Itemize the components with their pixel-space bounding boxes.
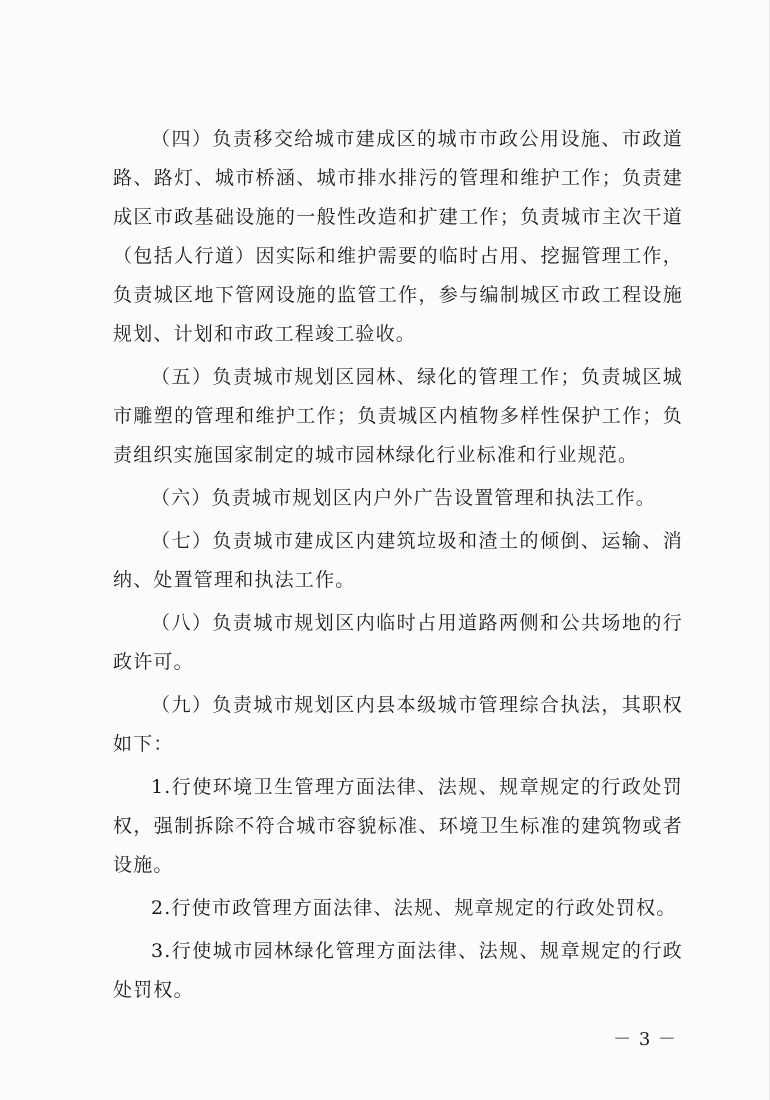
page-number: － 3 － xyxy=(613,1029,677,1050)
paragraph-6-outdoor-ads: （六）负责城市规划区内户外广告设置管理和执法工作。 xyxy=(151,487,657,509)
document-body xyxy=(113,120,683,1010)
item-3-landscaping: 3.行使城市园林绿化管理方面法律、法规、规章规定的行政处罚权。 xyxy=(113,940,683,1001)
paragraph-7-construction-waste: （七）负责城市建成区内建筑垃圾和渣土的倾倒、运输、消纳、处置管理和执法工作。 xyxy=(113,530,683,591)
paragraph-8-road-occupancy: （八）负责城市规划区内临时占用道路两侧和公共场地的行政许可。 xyxy=(113,612,683,673)
item-2-municipal: 2.行使市政管理方面法律、法规、规章规定的行政处罚权。 xyxy=(151,897,677,919)
item-1-sanitation: 1.行使环境卫生管理方面法律、法规、规章规定的行政处罚权，强制拆除不符合城市容貌标准、环境卫生标准的建筑物或者设施。 xyxy=(113,776,683,876)
paragraph-4-municipal-facilities: （四）负责移交给城市建成区的城市市政公用设施、市政道路、路灯、城市桥涵、城市排水排污的管理和维护工作；负责建成区市政基础设施的一般性改造和扩建工作；负责城市主次干道（包括人行道）因实际和维护需要的临时占用、挖掘管理工作，负责城区地下管网设施的监管工作，参与编制城区市政工程设施规划、计划和市政工程竣工验收。 xyxy=(113,128,683,345)
paragraph-5-landscaping: （五）负责城市规划区园林、绿化的管理工作；负责城区城市雕塑的管理和维护工作；负责城区内植物多样性保护工作；负责组织实施国家制定的城市园林绿化行业标准和行业规范。 xyxy=(113,366,683,466)
paragraph-9-enforcement: （九）负责城市规划区内县本级城市管理综合执法，其职权如下： xyxy=(113,694,683,755)
